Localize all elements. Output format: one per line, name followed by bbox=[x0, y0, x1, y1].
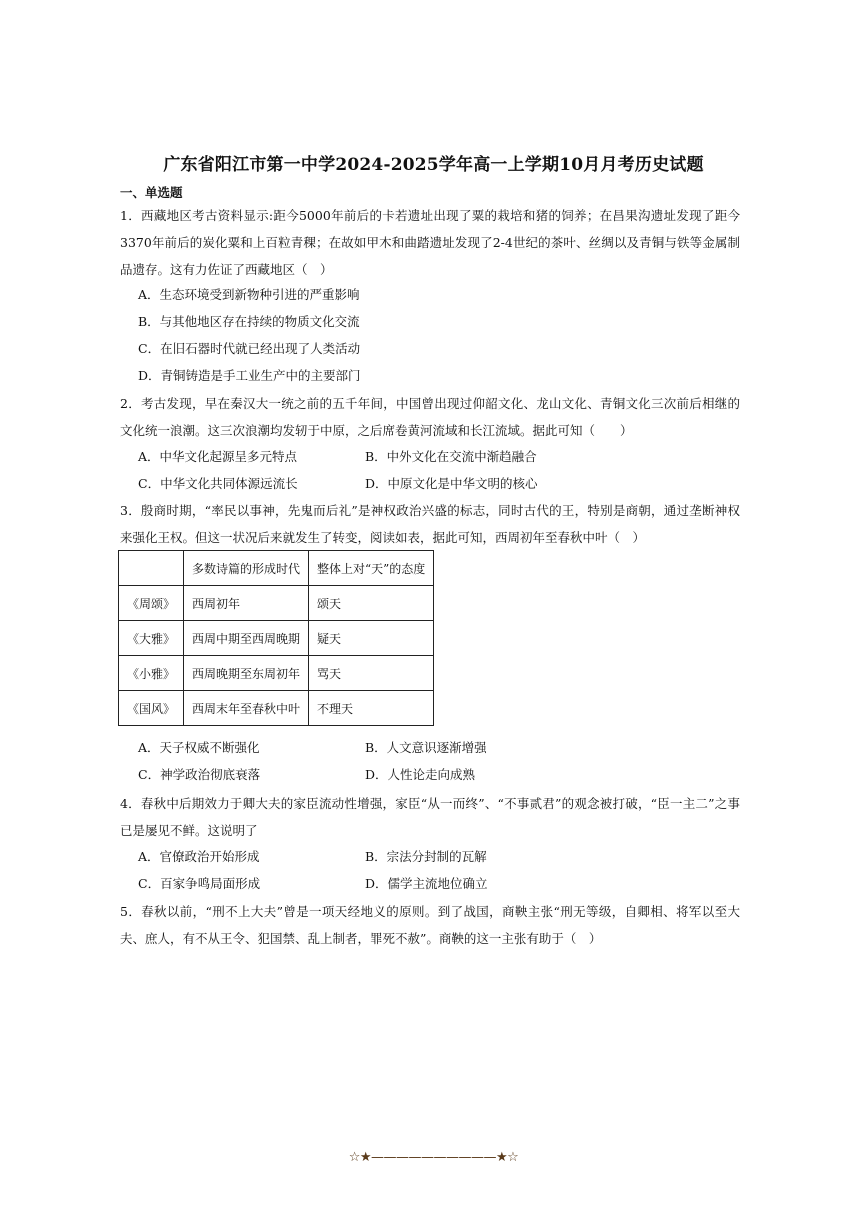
table-header-cell: 多数诗篇的形成时代 bbox=[184, 551, 309, 586]
question-3-option-a: A．天子权威不断强化 bbox=[138, 740, 260, 755]
table-header-cell bbox=[119, 551, 184, 586]
table-cell: 《大雅》 bbox=[119, 621, 184, 656]
table-cell: 疑天 bbox=[309, 621, 434, 656]
question-3-option-d: D．人性论走向成熟 bbox=[365, 767, 476, 782]
question-1-stem: 1．西藏地区考古资料显示:距今5000年前后的卡若遗址出现了粟的栽培和猪的饲养；在昌果沟遗址发现了距今3370年前后的炭化粟和上百粒青稞；在故如甲木和曲踏遗址发现了2-4世纪的茶叶、丝绸以及青铜与铁等金属制品遗存。这有力佐证了西藏地区（ ） bbox=[120, 208, 740, 277]
question-3-stem: 3．殷商时期，“率民以事神，先鬼而后礼”是神权政治兴盛的标志，同时古代的王，特别是商朝，通过垄断神权来强化王权。但这一状况后来就发生了转变，阅读如表，据此可知，西周初年至春秋中叶（ ） bbox=[120, 503, 740, 545]
table-cell: 西周末年至春秋中叶 bbox=[184, 691, 309, 726]
table-header-row bbox=[119, 551, 434, 586]
question-1-option-d: D．青铜铸造是手工业生产中的主要部门 bbox=[138, 368, 361, 383]
question-2-option-a: A．中华文化起源呈多元特点 bbox=[138, 449, 298, 464]
question-2-stem: 2．考古发现，早在秦汉大一统之前的五千年间，中国曾出现过仰韶文化、龙山文化、青铜文化三次前后相继的文化统一浪潮。这三次浪潮均发轫于中原，之后席卷黄河流域和长江流域。据此可知（ ） bbox=[120, 396, 740, 438]
question-4-option-c: C．百家争鸣局面形成 bbox=[138, 876, 261, 891]
table-cell: 颂天 bbox=[309, 586, 434, 621]
table-row bbox=[119, 586, 434, 621]
question-3-option-c: C．神学政治彻底衰落 bbox=[138, 767, 261, 782]
table-row bbox=[119, 656, 434, 691]
page-footer-ornament: ☆★——————————★☆ bbox=[348, 1150, 519, 1165]
question-4-option-a: A．官僚政治开始形成 bbox=[138, 849, 260, 864]
question-4-stem: 4．春秋中后期效力于卿大夫的家臣流动性增强，家臣“从一而终”、“不事贰君”的观念被打破，“臣一主二”之事已是屡见不鲜。这说明了 bbox=[120, 796, 740, 838]
question-2-option-c: C．中华文化共同体源远流长 bbox=[138, 476, 298, 491]
table-cell: 骂天 bbox=[309, 656, 434, 691]
table-cell: 西周中期至西周晚期 bbox=[184, 621, 309, 656]
table-cell: 《周颂》 bbox=[119, 586, 184, 621]
question-4-option-b: B．宗法分封制的瓦解 bbox=[365, 849, 487, 864]
table-cell: 《国风》 bbox=[119, 691, 184, 726]
question-3-option-b: B．人文意识逐渐增强 bbox=[365, 740, 487, 755]
table-header-cell: 整体上对“天”的态度 bbox=[309, 551, 434, 586]
table-cell: 不理天 bbox=[309, 691, 434, 726]
page-title: 广东省阳江市第一中学2024-2025学年高一上学期10月月考历史试题 bbox=[163, 155, 704, 175]
table-row bbox=[119, 691, 434, 726]
question-5-stem: 5．春秋以前，“刑不上大夫”曾是一项天经地义的原则。到了战国，商鞅主张“刑无等级，自卿相、将军以至大夫、庶人，有不从王令、犯国禁、乱上制者，罪死不赦”。商鞅的这一主张有助于（ ） bbox=[120, 904, 740, 946]
question-1-option-c: C．在旧石器时代就已经出现了人类活动 bbox=[138, 341, 361, 356]
question-2-option-d: D．中原文化是中华文明的核心 bbox=[365, 476, 538, 491]
table-row bbox=[119, 621, 434, 656]
question-4-option-d: D．儒学主流地位确立 bbox=[365, 876, 488, 891]
question-2-option-b: B．中外文化在交流中渐趋融合 bbox=[365, 449, 537, 464]
question-1-option-a: A．生态环境受到新物种引进的严重影响 bbox=[138, 287, 360, 302]
poetry-table bbox=[118, 550, 434, 726]
question-1-option-b: B．与其他地区存在持续的物质文化交流 bbox=[138, 314, 360, 329]
section-heading: 一、单选题 bbox=[120, 185, 183, 200]
table-cell: 西周初年 bbox=[184, 586, 309, 621]
table-cell: 《小雅》 bbox=[119, 656, 184, 691]
table-cell: 西周晚期至东周初年 bbox=[184, 656, 309, 691]
